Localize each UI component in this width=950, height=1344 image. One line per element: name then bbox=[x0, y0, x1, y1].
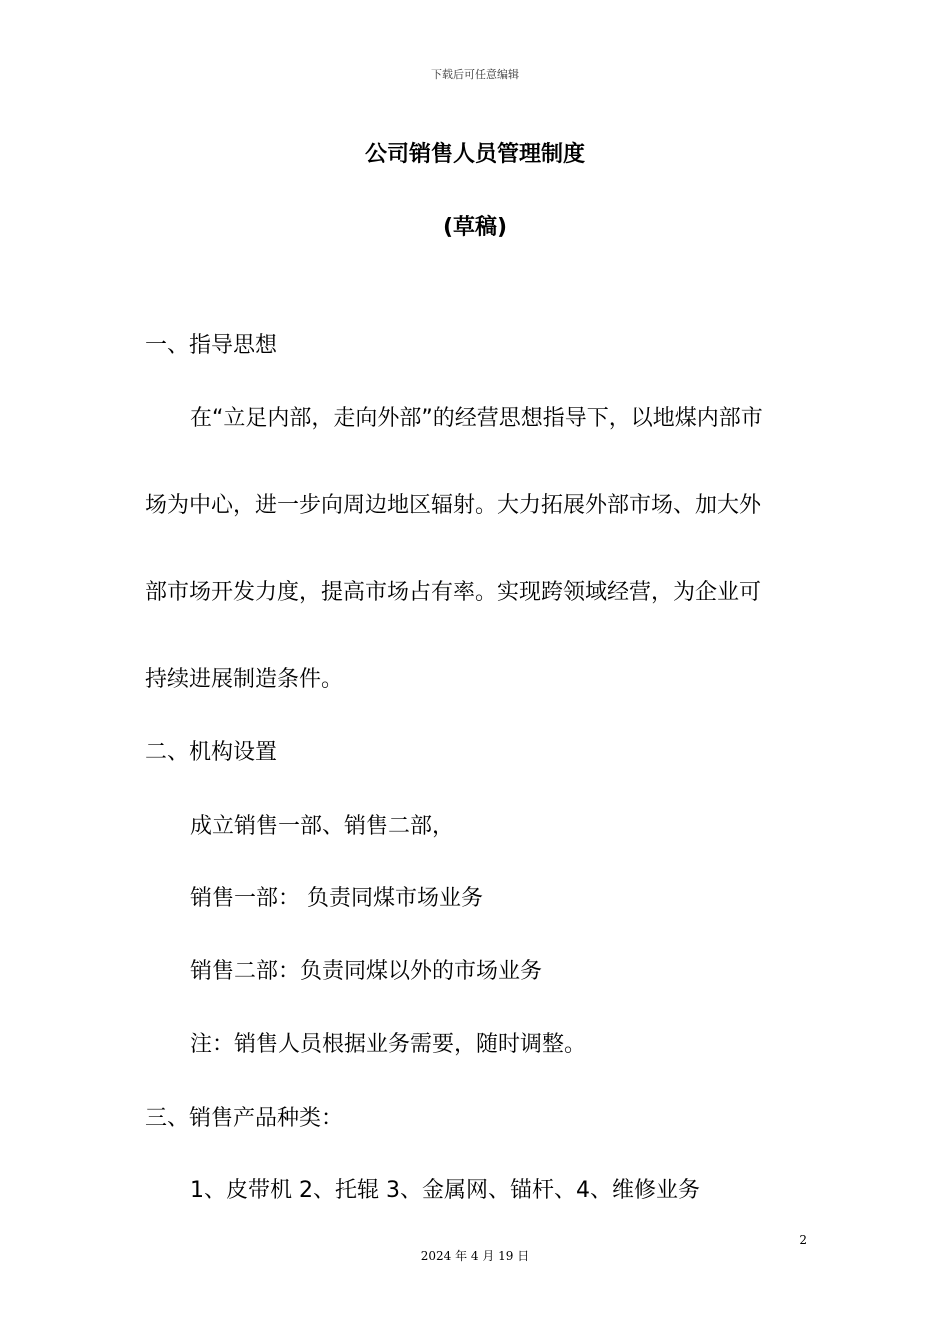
paragraph-line: 持续进展制造条件。 bbox=[145, 667, 344, 692]
header-note: 下载后可任意编辑 bbox=[431, 68, 519, 81]
paragraph-line: 部市场开发力度，提高市场占有率。实现跨领域经营，为企业可 bbox=[145, 580, 762, 605]
page-number: 2 bbox=[799, 1233, 807, 1247]
footer-date: 2024 年 4 月 19 日 bbox=[420, 1249, 530, 1263]
section-heading-guiding-thought: 一、指导思想 bbox=[145, 333, 278, 358]
document-subtitle: (草稿) bbox=[442, 215, 508, 240]
org-line: 销售一部： 负责同煤市场业务 bbox=[190, 886, 483, 911]
org-line: 注：销售人员根据业务需要，随时调整。 bbox=[190, 1032, 587, 1057]
product-list-line: 1、皮带机 2、托辊 3、金属网、锚杆、4、维修业务 bbox=[190, 1178, 700, 1203]
paragraph-line: 在“立足内部，走向外部”的经营思想指导下，以地煤内部市 bbox=[190, 406, 763, 431]
document-title: 公司销售人员管理制度 bbox=[364, 142, 585, 167]
org-line: 成立销售一部、销售二部， bbox=[190, 814, 455, 839]
section-heading-products: 三、销售产品种类： bbox=[145, 1106, 344, 1131]
section-heading-organization: 二、机构设置 bbox=[145, 740, 278, 765]
paragraph-line: 场为中心，进一步向周边地区辐射。大力拓展外部市场、加大外 bbox=[145, 493, 762, 518]
org-line: 销售二部：负责同煤以外的市场业务 bbox=[190, 959, 543, 984]
